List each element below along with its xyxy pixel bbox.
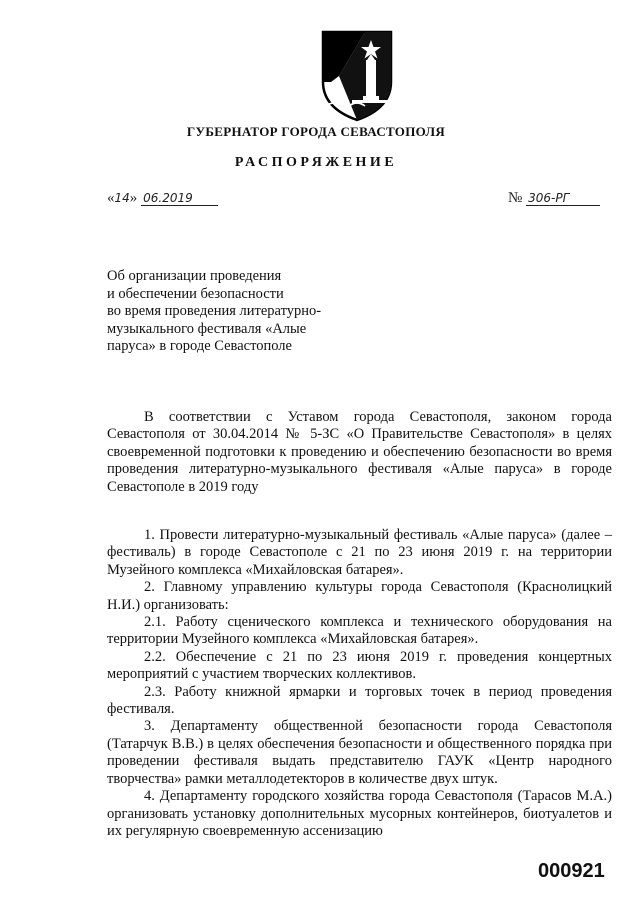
number-value: 306-РГ xyxy=(526,191,600,206)
document-type-title: РАСПОРЯЖЕНИЕ xyxy=(234,155,398,170)
date-month-year xyxy=(141,191,218,206)
order-item: 1. Провести литературно-музыкальный фестиваль «Алые паруса» (далее – фестиваль) в городе Севастополе с 21 по 23 июня 2019 г. на территории Музейного комплекса «Михайловская батарея». xyxy=(107,527,612,578)
subject-line: паруса» в городе Севастополе xyxy=(107,338,292,354)
document-subject xyxy=(107,268,367,356)
issuing-authority: ГУБЕРНАТОР ГОРОДА СЕВАСТОПОЛЯ xyxy=(186,124,446,139)
preamble-section xyxy=(107,409,612,496)
subject-line: во время проведения литературно- xyxy=(107,303,322,319)
subject-line: музыкального фестиваля «Алые xyxy=(107,320,307,337)
preamble-paragraph: В соответствии с Уставом города Севастополя, законом города Севастополя от 30.04.2014 № 5-ЗС «О Правительстве Севастополя» в целях своевременной подготовки к проведению и обеспечению безопасности во время проведения литературно-музыкального фестиваля «Алые паруса» в городе Севастополе в 2019 году xyxy=(107,409,612,495)
document-number xyxy=(508,190,600,207)
subject-line: и обеспечении безопасности xyxy=(107,285,284,302)
date-open-quote: « xyxy=(107,190,115,206)
order-items xyxy=(107,527,612,840)
date-day: 14 xyxy=(114,191,130,205)
document-date xyxy=(107,190,218,207)
sevastopol-coat-of-arms-icon xyxy=(319,30,395,122)
date-close-quote: » xyxy=(129,190,138,206)
number-sign: № xyxy=(508,190,523,206)
date-month-year-text: 06.2019 xyxy=(143,191,193,205)
order-item: 2.2. Обеспечение с 21 по 23 июня 2019 г. проведения концертных мероприятий с участием творческих коллективов. xyxy=(107,648,612,683)
stamp-number: 000921 xyxy=(538,860,605,882)
order-item: 2.3. Работу книжной ярмарки и торговых точек в период проведения фестиваля. xyxy=(107,683,612,718)
order-item: 2.1. Работу сценического комплекса и технического оборудования на территории Музейного комплекса «Михайловская батарея». xyxy=(107,614,612,648)
order-item: 4. Департаменту городского хозяйства города Севастополя (Тарасов М.А.) организовать установку дополнительных мусорных контейнеров, биотуалетов и их регулярную своевременную ассенизацию xyxy=(107,788,612,839)
subject-line: Об организации проведения xyxy=(107,268,282,284)
order-item: 3. Департаменту общественной безопасности города Севастополя (Татарчук В.В.) в целях обеспечения безопасности и общественного порядка при проведении фестиваля выдать представителю ГАУК «Центр народного творчества» рамки металлодетекторов в количестве двух штук. xyxy=(107,718,612,787)
order-item: 2. Главному управлению культуры города Севастополя (Краснолицкий Н.И.) организовать: xyxy=(107,579,612,613)
